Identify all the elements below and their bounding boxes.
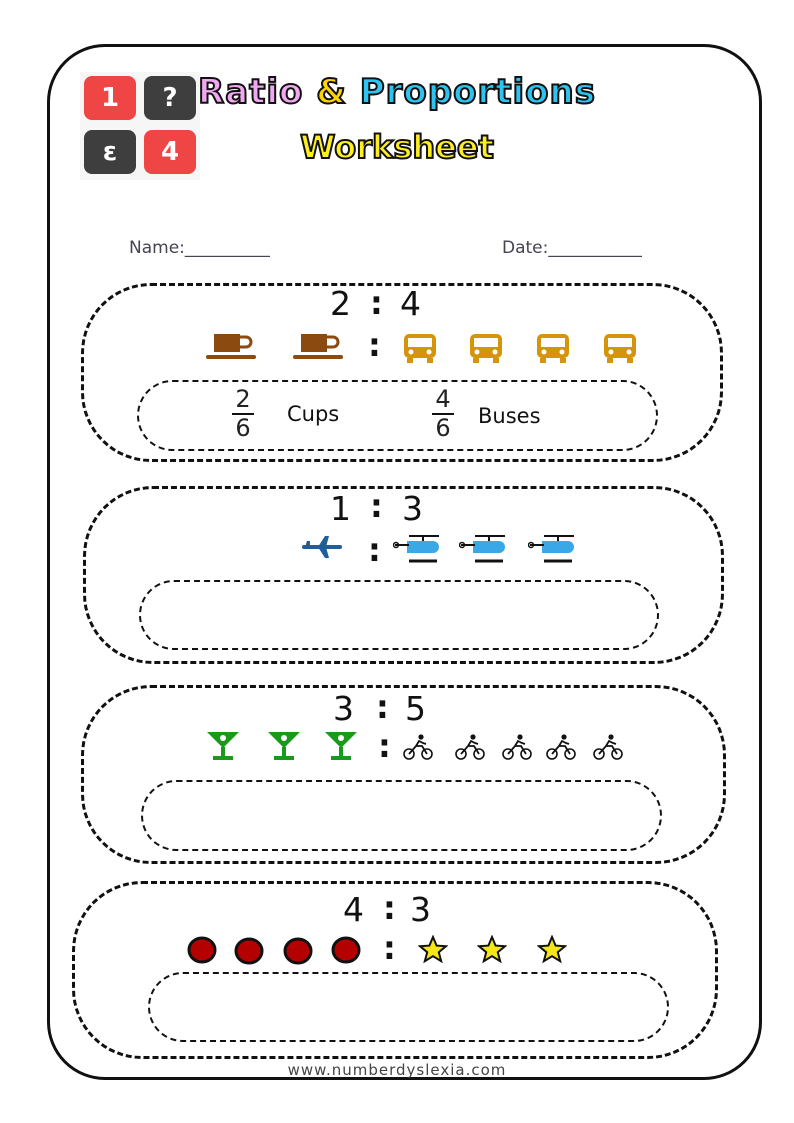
star-icon xyxy=(477,935,507,963)
fraction-buses-denominator: 6 xyxy=(435,414,451,443)
footer-url[interactable]: www.numberdyslexia.com xyxy=(287,1061,507,1079)
helicopter-icon xyxy=(528,533,576,565)
ratio-colon-1: : xyxy=(370,284,383,322)
icon-colon-2: : xyxy=(368,531,381,569)
red-circle-icon xyxy=(186,935,218,965)
ratio-colon-4: : xyxy=(383,889,396,927)
bus-icon xyxy=(602,332,638,364)
helicopter-icon xyxy=(459,533,507,565)
coffee-cup-icon xyxy=(291,332,345,362)
cocktail-glass-icon xyxy=(323,730,359,762)
cyclist-icon xyxy=(403,733,433,761)
ratio-right-4: 3 xyxy=(410,890,433,929)
star-icon xyxy=(537,935,567,963)
fraction-buses xyxy=(428,387,458,441)
ratio-colon-3: : xyxy=(376,688,389,726)
cyclist-icon xyxy=(593,733,623,761)
coffee-cup-icon xyxy=(204,332,258,362)
logo-tile-3: ε xyxy=(84,130,136,174)
ratio-right-1: 4 xyxy=(400,284,423,323)
fraction-cups-denominator: 6 xyxy=(235,414,251,443)
answer-box-3[interactable] xyxy=(141,780,662,851)
icon-colon-4: : xyxy=(383,929,396,967)
airplane-icon xyxy=(302,534,342,560)
star-icon xyxy=(418,935,448,963)
answer-box-2[interactable] xyxy=(139,580,659,650)
logo-tile-4: 4 xyxy=(144,130,196,174)
name-field[interactable]: Name:__________ xyxy=(129,238,270,258)
cyclist-icon xyxy=(546,733,576,761)
icon-colon-1: : xyxy=(368,326,381,364)
title-proportions: Proportions xyxy=(359,72,596,112)
page-subtitle: Worksheet xyxy=(300,128,494,166)
cyclist-icon xyxy=(455,733,485,761)
logo-tile-1: 1 xyxy=(84,76,136,120)
page-title xyxy=(0,72,794,112)
logo-tile-2: ? xyxy=(144,76,196,120)
red-circle-icon xyxy=(233,936,265,966)
ratio-left-1: 2 xyxy=(330,284,353,323)
red-circle-icon xyxy=(282,936,314,966)
bus-icon xyxy=(535,332,571,364)
cyclist-icon xyxy=(502,733,532,761)
answer-box-4[interactable] xyxy=(148,972,669,1042)
buses-label: Buses xyxy=(478,404,541,428)
bus-icon xyxy=(402,332,438,364)
title-amp: & xyxy=(316,72,347,112)
fraction-cups-numerator: 2 xyxy=(235,385,251,413)
icon-colon-3: : xyxy=(378,727,391,765)
ratio-colon-2: : xyxy=(370,487,383,525)
title-ratio: Ratio xyxy=(198,72,304,112)
ratio-right-2: 3 xyxy=(402,489,425,528)
cups-label: Cups xyxy=(287,402,340,426)
cocktail-glass-icon xyxy=(266,730,302,762)
fraction-cups xyxy=(228,387,258,441)
cocktail-glass-icon xyxy=(205,730,241,762)
red-circle-icon xyxy=(330,935,362,965)
ratio-left-3: 3 xyxy=(333,689,356,728)
answer-box-1[interactable] xyxy=(137,380,658,451)
ratio-left-4: 4 xyxy=(343,890,366,929)
ratio-left-2: 1 xyxy=(330,489,353,528)
date-field[interactable]: Date:___________ xyxy=(502,238,642,258)
bus-icon xyxy=(468,332,504,364)
ratio-right-3: 5 xyxy=(405,689,428,728)
helicopter-icon xyxy=(393,533,441,565)
fraction-buses-numerator: 4 xyxy=(435,385,451,413)
